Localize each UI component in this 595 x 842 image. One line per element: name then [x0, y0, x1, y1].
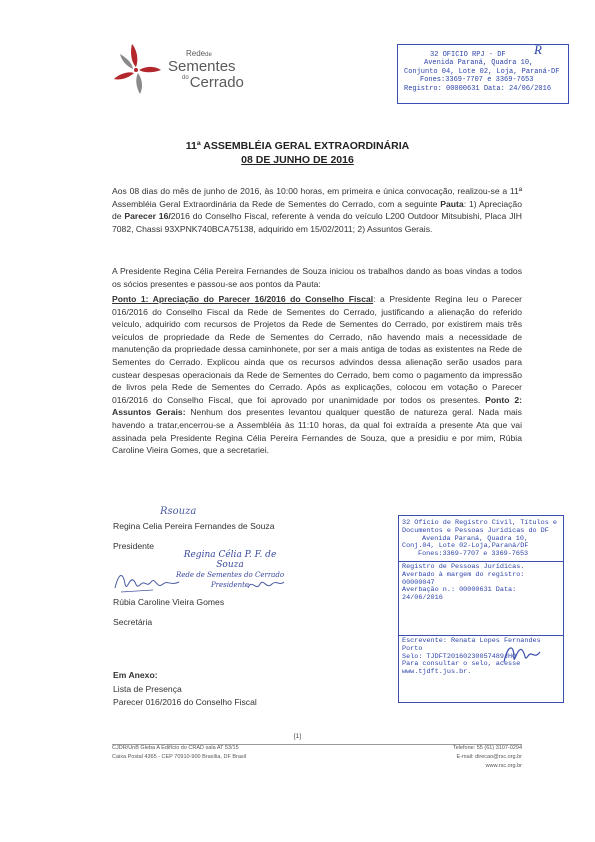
logo-line-de: de [205, 52, 212, 58]
logo-line-cerrado: Cerrado [189, 74, 244, 91]
logo-line-do: do [182, 75, 189, 81]
footer-contact [412, 744, 522, 771]
stamp-line: Para consultar o selo, acesse [402, 660, 521, 669]
stamp-line: 32 OFICIO RPJ - DF [430, 51, 506, 59]
secretary-role: Secretária [113, 617, 153, 627]
stamp-line: Porto [402, 644, 423, 653]
footer-email: E-mail: direcao@rsc.org.br [456, 754, 522, 760]
paragraph-opening: Aos 08 dias do mês de junho de 2016, às 10:00 horas, em primeira e única convocação, realizou-se a 11ª Assembléia Geral Extraordinária da Rede de Sementes do Cerrado, com a seguinte Pauta: 1) Apreciação de Parecer 16/2016 do Conselho Fiscal, referente à venda do veículo L200 Outdoor Mitsubishi, Placa JIH 7082, Chassi 93XPNK740BCA75138, adquirido em 15/02/2011; 2) Assuntos Gerais. [112, 186, 522, 234]
stamp-line: Conjunto 04, Lote 02, Loja, Paraná-DF [404, 67, 560, 76]
logo-line-rede: Rede [186, 49, 206, 58]
stamp-line: Registro: 00000631 Data: 24/06/2016 [404, 84, 552, 93]
logo-line-sementes: Sementes [168, 58, 236, 75]
secretary-name: Rúbia Caroline Vieira Gomes [113, 597, 225, 607]
signature-secretary [113, 568, 183, 596]
logo-wordmark [168, 50, 244, 90]
organization-logo [110, 42, 280, 98]
page-number: [1] [293, 733, 302, 740]
stamp-line: www.tjdft.jus.br. [402, 668, 472, 677]
stamp-section-registration [399, 561, 563, 633]
stamp-line: Documentos e Pessoas Jurídicas do DF [402, 526, 549, 535]
registry-stamp-top [397, 44, 569, 104]
footer-address-line: Caixa Postal 4365 - CEP 70910-900 Brasília, DF Brasil [112, 754, 247, 760]
footer-address-line: CJDR/UnB Gleba A Edifício do CRAD sala AT 53/15 [112, 745, 239, 751]
stamp-line: Averbado à margem do registro: [402, 570, 525, 579]
paragraph-points: Ponto 1: Apreciação do Parecer 16/2016 do Conselho Fiscal: a Presidente Regina leu o Parecer 016/2016 do Conselho Fiscal da Rede de Sementes do Cerrado, justificando a alienação do referido veículo, adquirido com recursos de Projetos da Rede de Sementes do Cerrado, por existirem mais três veículos de propriedade da Rede de Sementes do Cerrado, não havendo mais a necessidade de manutenção da propriedade dessa caminhonete, por ser a mais antiga de todas as existentes na Rede de Sementes do Cerrado. Explicou ainda que os recursos advindos dessa alienação serão usados para custear despesas operacionais da Rede de Sementes do Cerrado, bem como o pagamento da impressão de livros pela Rede de Sementes do Cerrado. Após as explicações, colocou em votação o Parecer 016/2016 do Conselho Fiscal, que foi aprovado por unanimidade por todos os presentes. Ponto 2: Assuntos Gerais: Nenhum dos presentes levantou qualquer questão de natureza geral. Nada mais havendo a tratar,encerrou-se a Assembléia às 11:10 horas, da qual foi extraída a presente Ata que vai assinada pela Presidente Regina Célia Pereira Fernandes de Souza, que a presidiu e por mim, Rúbia Caroline Vieira Gomes, que a secretariei. [112, 294, 523, 456]
stamp-line: Selo: TJDFT20160230057489JHO [402, 652, 517, 661]
footer-address [112, 744, 246, 762]
document-title: 11ª ASSEMBLÉIA GERAL EXTRAORDINÁRIA [185, 140, 410, 152]
paragraph-welcome: A Presidente Regina Célia Pereira Fernandes de Souza iniciou os trabalhos dando as boas vindas a todos os sócios presentes e passou-se aos pontos da Pauta: [112, 266, 522, 289]
document-date: 08 DE JUNHO DE 2016 [241, 154, 354, 166]
stamp-line: Conj.04, Lote 02-Loja,Paraná/DF [402, 542, 529, 551]
registry-stamp-right [398, 515, 564, 703]
president-name-stamp: Regina Célia P. F. de Souza Rede de Sementes do Cerrado Presidente [175, 550, 285, 589]
stamp-line: 32 Ofício de Registro Civil, Títulos e [402, 519, 557, 527]
stamp-line: 00000047 [402, 578, 435, 587]
handwritten-mark: R [534, 42, 542, 57]
annex-item: Lista de Presença [113, 684, 182, 694]
annex-title: Em Anexo: [113, 670, 158, 680]
footer-website: www.rsc.org.br [485, 763, 522, 769]
clerk-signature [500, 640, 544, 668]
footer-phone: Telefone: 55 (61) 3107-0294 [452, 745, 522, 751]
president-name: Regina Celia Pereira Fernandes de Souza [113, 521, 275, 531]
stamp-line: Fones:3369-7707 e 3369-7653 [418, 550, 529, 559]
stamp-line: 24/06/2016 [402, 594, 443, 603]
stamp-line: Avenida Paraná, Quadra 10, [422, 534, 529, 543]
stamp-line: Avenida Paraná, Quadra 10, [424, 59, 534, 68]
stamp-line: Registro de Pessoas Jurídicas. [402, 562, 525, 571]
annex-item: Parecer 016/2016 do Conselho Fiscal [113, 697, 257, 707]
star-flower-icon [110, 42, 170, 98]
stamp-line: Fones:3369-7707 e 3369-7653 [420, 76, 534, 85]
stamp-line: Escrevente: Renata Lopes Fernandes [402, 636, 541, 645]
president-role: Presidente [113, 541, 155, 551]
signature-president: Rsouza [160, 506, 197, 517]
stamp-line: Averbação n.: 00000631 Data: [402, 586, 517, 595]
signature-flourish [246, 576, 286, 594]
